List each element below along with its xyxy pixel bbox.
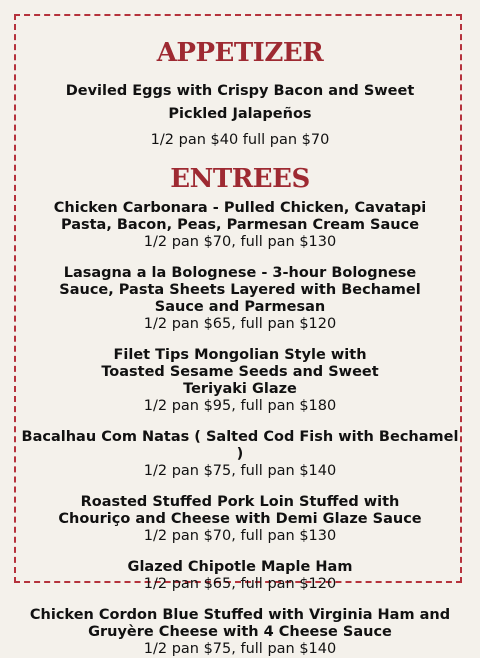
entree-item (18, 429, 462, 480)
entree-item-name: Chicken Cordon Blue Stuffed with Virginia Ham and Gruyère Cheese with 4 Cheese Sauce (29, 607, 451, 640)
appetizer-item-name-line2: Pickled Jalapeños (168, 106, 312, 122)
entree-item (18, 494, 462, 545)
entree-item (18, 265, 462, 333)
entree-item-name: Filet Tips Mongolian Style with Toasted Sesame Seeds and Sweet Teriyaki Glaze (101, 347, 379, 397)
entree-item-price: 1/2 pan $75, full pan $140 (143, 463, 337, 479)
entree-item-price: 1/2 pan $65, full pan $120 (143, 576, 337, 592)
appetizer-heading: APPETIZER (156, 38, 324, 68)
appetizer-item-name-line1: Deviled Eggs with Crispy Bacon and Sweet (65, 83, 415, 99)
entree-item-name: Bacalhau Com Natas ( Salted Cod Fish with Bechamel ) (21, 429, 459, 462)
entree-item-name: Glazed Chipotle Maple Ham (127, 559, 353, 575)
entree-item-price: 1/2 pan $70, full pan $130 (143, 528, 337, 544)
entrees-heading: ENTREES (170, 164, 310, 194)
entree-item-name: Lasagna a la Bolognese - 3-hour Bolognese Sauce, Pasta Sheets Layered with Bechamel Sauce and Parmesan (59, 265, 421, 315)
entrees-list (18, 200, 462, 658)
entree-item-name: Chicken Carbonara - Pulled Chicken, Cavatapi Pasta, Bacon, Peas, Parmesan Cream Sauce (53, 200, 427, 233)
appetizer-item-price: 1/2 pan $40 full pan $70 (150, 132, 330, 148)
entree-item-price: 1/2 pan $95, full pan $180 (143, 398, 337, 414)
entree-item (18, 200, 462, 251)
entree-item-name: Roasted Stuffed Pork Loin Stuffed with Chouriço and Cheese with Demi Glaze Sauce (58, 494, 422, 527)
menu-content (18, 38, 462, 658)
entree-item (18, 347, 462, 415)
entree-item (18, 607, 462, 658)
appetizer-item (18, 80, 462, 150)
entree-item-price: 1/2 pan $75, full pan $140 (143, 641, 337, 657)
entree-item (18, 559, 462, 593)
entree-item-price: 1/2 pan $65, full pan $120 (143, 316, 337, 332)
entree-item-price: 1/2 pan $70, full pan $130 (143, 234, 337, 250)
